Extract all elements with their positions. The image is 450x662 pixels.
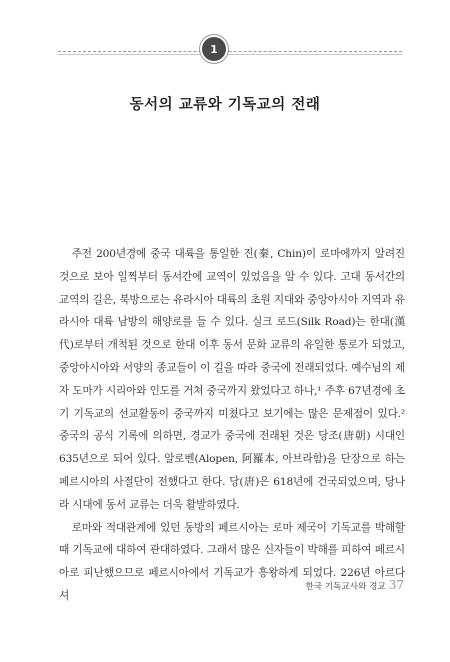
paragraph-1: 주전 200년경에 중국 대륙을 통일한 진(秦, Chin)이 로마에까지 알려진 것으로 보아 일찍부터 동서간에 교역이 있었음을 알 수 있다. 고대 동서간의 교역의 길은, 북방으로는 유라시아 대륙의 초원 지대와 중앙아시아 지역과 유라시아 대륙 남방의 해양로를 들 수 있다. 실크 로드(Silk Road)는 한대(漢代)로부터 개척된 것으로 한대 이후 동서 문화 교류의 유일한 통로가 되었고, 중앙아시아와 서양의 종교들이 이 길을 따라 중국에 전래되었다. 예수님의 제자 도마가 시리아와 인도를 거쳐 중국까지 왔었다고 하나,¹ 주후 67년경에 초기 기독교의 선교활동이 중국까지 미쳤다고 보기에는 많은 문제점이 있다.² 중국의 공식 기록에 의하면, 경교가 중국에 전래된 것은 당조(唐朝) 시대인 635년으로 되어 있다. 알로벤(Alopen, 阿羅本, 아브라함)을 단장으로 하는 페르시아의 사절단이 전했다고 한다. 당(唐)은 618년에 건국되었으며, 당나라 시대에 동서 교류는 더욱 활발하였다. (59, 248, 405, 511)
page-number: 37 (388, 578, 404, 592)
section-title: 동서의 교류와 기독교의 전래 (129, 97, 321, 113)
paragraph-2: 로마와 적대관계에 있던 동방의 페르시아는 로마 제국이 기독교를 박해할 때 기독교에 대하여 관대하였다. 그래서 많은 신자들이 박해를 피하여 페르시아로 피난했으므로 페르시아에서 기독교가 흥왕하게 되었다. 226년 아르다셔 (59, 521, 405, 602)
body-text (59, 243, 405, 608)
page-footer (306, 578, 404, 592)
chapter-number-badge: 1 (202, 37, 226, 61)
chapter-rule-dashed (58, 51, 402, 52)
running-title: 한국 기독교사와 경교 (305, 582, 386, 592)
chapter-rule (58, 54, 402, 55)
